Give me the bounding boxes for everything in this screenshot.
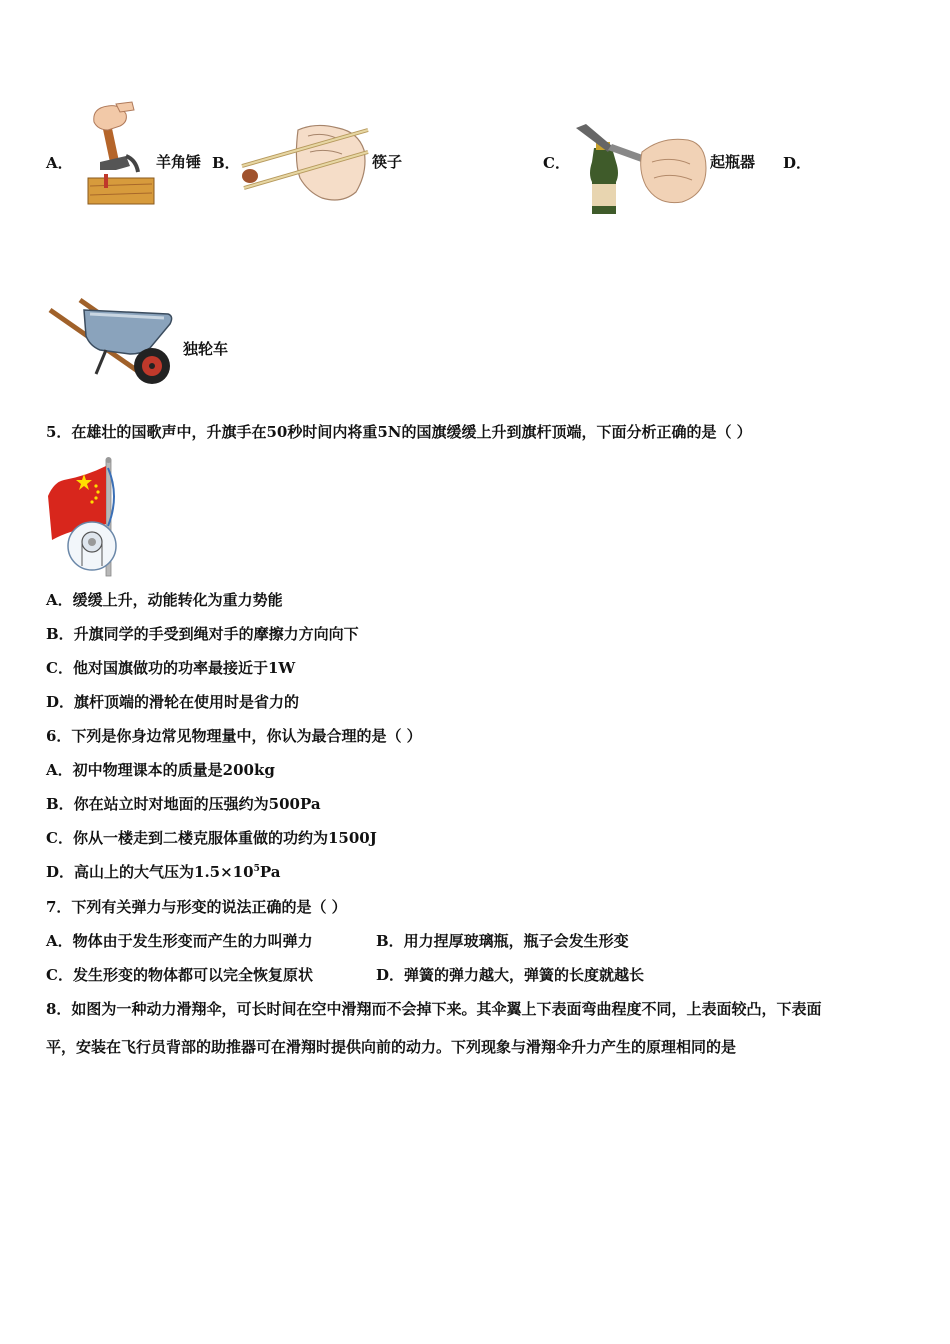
q5-option-d: D．旗杆顶端的滑轮在使用时是省力的 xyxy=(46,693,300,711)
claw-hammer-image xyxy=(86,100,158,210)
q7-option-a: A．物体由于发生形变而产生的力叫弹力 xyxy=(46,932,313,950)
q6-option-d xyxy=(46,862,280,882)
q8-stem-line-2: 平，安装在飞行员背部的助推器可在滑翔时提供向前的动力。下列现象与滑翔伞升力产生的原理相同的是 xyxy=(46,1038,737,1056)
q5-option-c: C．他对国旗做功的功率最接近于1W xyxy=(46,659,296,677)
q5-stem: 5．在雄壮的国歌声中，升旗手在50秒时间内将重5N的国旗缓缓上升到旗杆顶端，下面分析正确的是（ ） xyxy=(46,423,752,441)
bottle-opener-image xyxy=(572,122,710,216)
q6-option-d-unit: Pa xyxy=(259,863,281,881)
option-a-letter: A． xyxy=(46,154,73,172)
q5-option-a: A．缓缓上升，动能转化为重力势能 xyxy=(46,591,283,609)
option-d-letter: D． xyxy=(783,154,812,172)
option-b-letter: B． xyxy=(212,154,240,172)
q7-stem: 7．下列有关弹力与形变的说法正确的是（ ） xyxy=(46,898,347,916)
q7-option-c: C．发生形变的物体都可以完全恢复原状 xyxy=(46,966,313,984)
q7-option-b: B．用力捏厚玻璃瓶，瓶子会发生形变 xyxy=(376,932,629,950)
q6-option-d-exponent: 5 xyxy=(253,864,260,874)
flag-pole-image xyxy=(46,456,122,578)
option-a-label: 羊角锤 xyxy=(156,153,202,171)
q5-option-b: B．升旗同学的手受到绳对手的摩擦力方向向下 xyxy=(46,625,359,643)
q8-stem-line-1: 8．如图为一种动力滑翔伞，可长时间在空中滑翔而不会掉下来。其伞翼上下表面弯曲程度不同，上表面较凸，下表面 xyxy=(46,1000,822,1018)
option-d-label: 独轮车 xyxy=(183,340,229,358)
option-b-label: 筷子 xyxy=(372,153,403,171)
q6-option-b: B．你在站立时对地面的压强约为500Pa xyxy=(46,795,321,813)
wheelbarrow-image xyxy=(46,296,178,388)
q6-stem: 6．下列是你身边常见物理量中，你认为最合理的是（ ） xyxy=(46,727,422,745)
chopsticks-image xyxy=(238,122,370,208)
option-c-letter: C． xyxy=(543,154,570,172)
q6-option-d-prefix: D．高山上的大气压为1.5×10 xyxy=(46,863,254,881)
q6-option-c: C．你从一楼走到二楼克服体重做的功约为1500J xyxy=(46,829,377,847)
option-c-label: 起瓶器 xyxy=(710,153,756,171)
q7-option-d: D．弹簧的弹力越大，弹簧的长度就越长 xyxy=(376,966,645,984)
q6-option-a: A．初中物理课本的质量是200kg xyxy=(46,761,275,779)
